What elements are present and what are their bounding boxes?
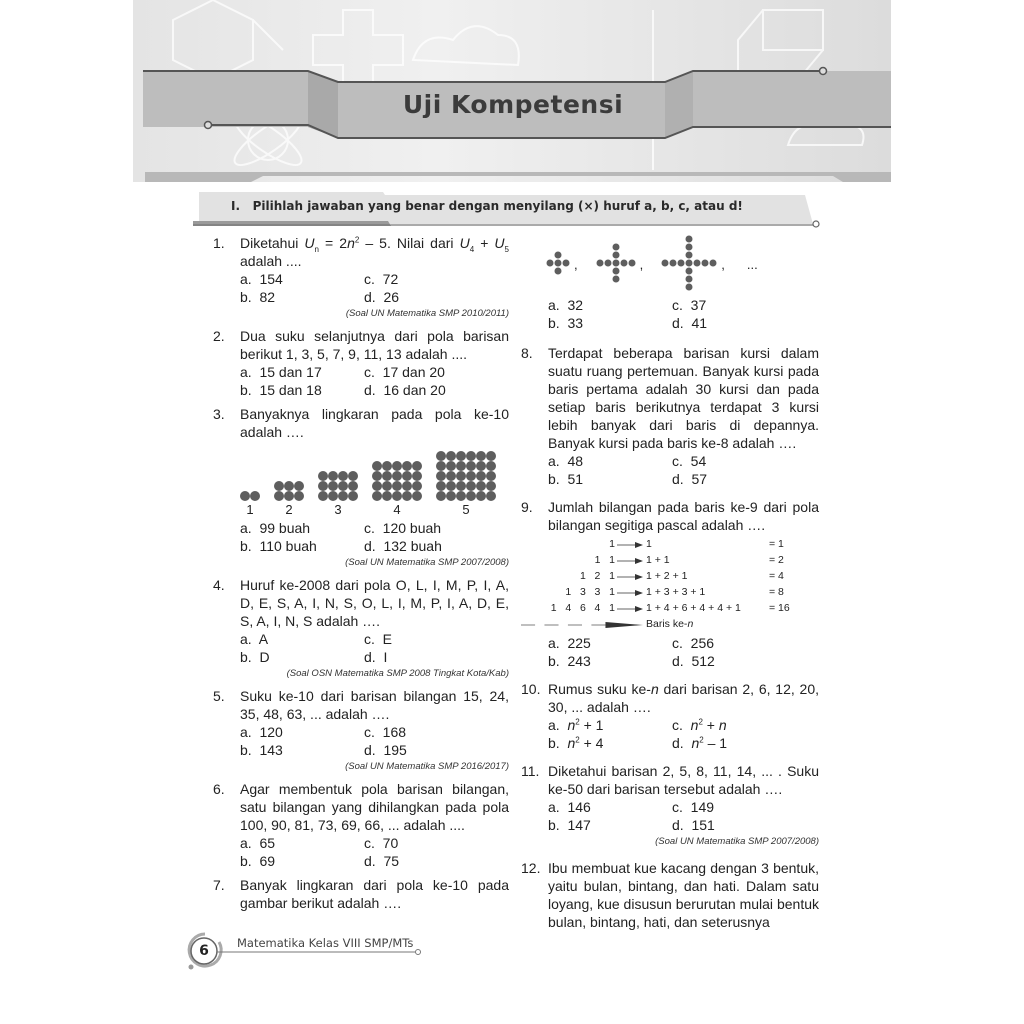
circle-dot [318, 471, 328, 481]
question-text: Diketahui barisan 2, 5, 8, 11, 14, ... . Suku ke-50 dari barisan tersebut adalah …. [548, 763, 819, 797]
pascal-row-sum: = 16 [769, 602, 790, 614]
pascal-row: 1 3 3 1 [565, 586, 615, 598]
option-c[interactable]: c. $n^2 + n$ [672, 717, 727, 733]
option-c[interactable]: c. E [364, 631, 393, 647]
cross-dot [686, 260, 693, 267]
pattern-label: 5 [462, 502, 470, 517]
circle-dot [392, 481, 402, 491]
option-d[interactable]: d. 195 [364, 742, 407, 758]
circle-dot [456, 471, 466, 481]
question-10 [521, 680, 819, 752]
option-c[interactable]: c. 120 buah [364, 520, 442, 536]
circle-dot [274, 491, 284, 501]
circle-dot [392, 471, 402, 481]
question-text: Dua suku selanjutnya dari pola barisan berikut 1, 3, 5, 7, 9, 11, 13 adalah .... [240, 328, 509, 362]
circle-dot [382, 491, 392, 501]
question-number: 6. [213, 781, 225, 797]
cross-dot [612, 260, 619, 267]
option-c[interactable]: c. 256 [672, 635, 715, 651]
question-5 [213, 687, 509, 774]
circle-dot [412, 491, 422, 501]
cross-dot [702, 260, 709, 267]
circle-dot [412, 481, 422, 491]
option-d[interactable]: d. 512 [672, 653, 715, 669]
question-text: Jumlah bilangan pada baris ke-9 dari pola bilangan segitiga pascal adalah …. [548, 499, 819, 533]
circle-dot [338, 481, 348, 491]
arrow-icon [617, 556, 643, 566]
page-title: Uji Kompetensi [402, 90, 624, 119]
cross-dot [612, 268, 619, 275]
circle-pattern-4 [372, 461, 422, 501]
circle-dot [382, 471, 392, 481]
circle-dot [348, 471, 358, 481]
circle-dot [476, 451, 486, 461]
option-c[interactable]: c. 72 [364, 271, 399, 287]
question-text: Banyak lingkaran dari pola ke-10 pada gambar berikut adalah …. [240, 877, 509, 911]
cross-dot [620, 260, 627, 267]
cross-dot [694, 260, 701, 267]
option-b[interactable]: b. 82 [240, 289, 276, 305]
circle-dot [476, 491, 486, 501]
circle-dot [486, 491, 496, 501]
circle-dot [436, 471, 446, 481]
circle-dot [436, 491, 446, 501]
question-9 [521, 498, 819, 670]
circle-dot [274, 481, 284, 491]
circle-pattern-3 [318, 471, 358, 501]
option-a[interactable]: a. $n^2 + 1$ [548, 717, 604, 733]
cross-pattern-3 [661, 234, 717, 296]
option-a[interactable]: a. 120 [240, 724, 283, 740]
question-text: Suku ke-10 dari barisan bilangan 15, 24, 35, 48, 63, ... adalah …. [240, 688, 509, 722]
question-number: 5. [213, 688, 225, 704]
question-3 [213, 405, 509, 570]
cross-dot [686, 276, 693, 283]
pascal-row: 1 1 [594, 554, 615, 566]
circle-dot [284, 491, 294, 501]
cross-dot [686, 268, 693, 275]
circle-dot [446, 481, 456, 491]
textbook-page [133, 0, 891, 1024]
cross-dot [555, 260, 562, 267]
circle-dot [284, 481, 294, 491]
circle-dot [446, 461, 456, 471]
option-d[interactable]: d. 132 buah [364, 538, 442, 554]
option-c[interactable]: c. 70 [364, 835, 399, 851]
arrow-icon [617, 604, 643, 614]
cross-dot [678, 260, 685, 267]
answer-options [548, 716, 819, 752]
question-2 [213, 327, 509, 399]
arrow-icon [617, 540, 643, 550]
option-b[interactable]: b. 51 [548, 471, 584, 487]
cross-dot [686, 236, 693, 243]
cross-pattern-figure [546, 234, 819, 296]
circle-dot [476, 461, 486, 471]
circle-dot [456, 491, 466, 501]
left-column [213, 234, 509, 918]
question-number: 12. [521, 860, 541, 876]
pascal-row-sum: = 8 [769, 586, 784, 598]
question-8 [521, 344, 819, 488]
answer-options [240, 519, 509, 555]
instruction-body: Pilihlah jawaban yang benar dengan menyilang (×) huruf a, b, c, atau d! [252, 199, 743, 213]
circle-dot [392, 491, 402, 501]
circle-dot [328, 481, 338, 491]
option-a[interactable]: a. A [240, 631, 269, 647]
circle-dot [392, 461, 402, 471]
question-number: 2. [213, 328, 225, 344]
cross-dot [686, 284, 693, 291]
question-number: 8. [521, 345, 533, 361]
circle-dot [436, 481, 446, 491]
circle-dot [456, 481, 466, 491]
question-text: Huruf ke-2008 dari pola O, L, I, M, P, I, A, D, E, S, A, I, N, S, O, L, I, M, P, I, A, D, E, S, A, I, N, S adalah …. [240, 577, 509, 629]
footer-ornament [183, 928, 423, 972]
question-text: Rumus suku ke-n dari barisan 2, 6, 12, 20, 30, ... adalah …. [548, 681, 819, 715]
question-number: 3. [213, 406, 225, 422]
pascal-sum-expression: 1 + 3 + 3 + 1 [646, 586, 706, 598]
circle-dot [476, 481, 486, 491]
question-4 [213, 576, 509, 681]
option-a[interactable]: a. 65 [240, 835, 276, 851]
cross-dot [628, 260, 635, 267]
circle-pattern-1 [240, 491, 260, 501]
question-number: 10. [521, 681, 541, 697]
circle-dot [338, 471, 348, 481]
option-b[interactable]: b. 243 [548, 653, 591, 669]
option-c[interactable]: c. 17 dan 20 [364, 364, 445, 380]
question-text: Diketahui $U_n = 2n^2 - 5$. Nilai dari $U_4 + U_5$ adalah .... [240, 235, 509, 269]
option-d[interactable]: d. 151 [672, 817, 715, 833]
option-a[interactable]: a. 154 [240, 271, 283, 287]
circle-dot [486, 461, 496, 471]
circle-pattern-2 [274, 481, 304, 501]
circle-dot [338, 491, 348, 501]
answer-options [548, 798, 819, 834]
pascal-sum-expression: 1 + 1 [646, 554, 670, 566]
answer-options [548, 634, 819, 670]
cross-dot [710, 260, 717, 267]
circle-pattern-figure [240, 447, 509, 501]
option-d[interactable]: d. I [364, 649, 388, 665]
circle-dot [466, 461, 476, 471]
circle-dot [294, 481, 304, 491]
circle-dot [402, 481, 412, 491]
option-b[interactable]: b. 110 buah [240, 538, 317, 554]
cross-pattern-1 [546, 234, 570, 296]
option-d[interactable]: d. 41 [672, 315, 708, 331]
connector-node [820, 68, 827, 75]
pascal-row: 1 2 1 [579, 570, 615, 582]
circle-dot [486, 481, 496, 491]
question-number: 9. [521, 499, 533, 515]
circle-dot [348, 491, 358, 501]
circle-dot [382, 481, 392, 491]
cross-dot [662, 260, 669, 267]
cross-dot [612, 276, 619, 283]
circle-dot [446, 491, 456, 501]
question-text: Ibu membuat kue kacang dengan 3 bentuk, yaitu bulan, bintang, dan hati. Dalam satu loyang, kue disusun berurutan mulai bentuk bulan, bintang, hati, dan seterusnya [548, 860, 819, 930]
question-text: Terdapat beberapa barisan kursi dalam suatu ruang pertemuan. Banyak kursi pada baris pertama adalah 30 kursi dan pada setiap baris berikutnya terdapat 3 kursi lebih banyak dari baris di depannya. Banyak kursi pada baris ke-8 adalah …. [548, 345, 819, 451]
option-d[interactable]: d. 57 [672, 471, 708, 487]
circle-dot [466, 481, 476, 491]
cross-dot [612, 244, 619, 251]
question-text: Agar membentuk pola barisan bilangan, satu bilangan yang dihilangkan pada pola 100, 90, 81, 73, 69, 66, ... adalah .... [240, 781, 509, 833]
option-d[interactable]: d. 16 dan 20 [364, 382, 446, 398]
circle-dot [476, 471, 486, 481]
circle-dot [402, 491, 412, 501]
option-b[interactable]: b. 15 dan 18 [240, 382, 322, 398]
pascal-line [521, 584, 819, 600]
book-title: Matematika Kelas VIII SMP/MTs [237, 936, 414, 950]
question-number: 11. [521, 763, 540, 779]
cross-dot [686, 252, 693, 259]
option-a[interactable]: a. 32 [548, 297, 584, 313]
pascal-row-sum: = 2 [769, 554, 784, 566]
option-d[interactable]: d. 26 [364, 289, 400, 305]
circle-dot [348, 481, 358, 491]
pattern-label: 4 [393, 502, 401, 517]
circle-dot [446, 451, 456, 461]
cross-pattern-2 [596, 234, 636, 296]
arrow-icon [617, 588, 643, 598]
pattern-separator: , [639, 257, 644, 272]
circle-dot [382, 461, 392, 471]
pascal-sum-expression: 1 + 4 + 6 + 4 + 4 + 1 [646, 602, 741, 614]
answer-options [240, 270, 509, 306]
pascal-sum-expression: 1 [646, 538, 652, 550]
question-6 [213, 780, 509, 870]
circle-dot [486, 451, 496, 461]
circle-pattern-5 [436, 451, 496, 501]
option-a[interactable]: a. 99 buah [240, 520, 311, 536]
pascal-row: 1 4 6 4 1 [550, 602, 615, 614]
question-source: (Soal UN Matematika SMP 2007/2008) [655, 836, 819, 847]
option-b[interactable]: b. 69 [240, 853, 276, 869]
pascal-line [521, 552, 819, 568]
answer-options [548, 452, 819, 488]
circle-dot [456, 451, 466, 461]
pascal-line [521, 600, 819, 616]
cross-dot [604, 260, 611, 267]
circle-dot [486, 471, 496, 481]
question-source: (Soal UN Matematika SMP 2007/2008) [345, 557, 509, 568]
circle-dot [436, 451, 446, 461]
circle-dot [372, 481, 382, 491]
circle-dot [446, 471, 456, 481]
option-a[interactable]: a. 146 [548, 799, 591, 815]
option-b[interactable]: b. D [240, 649, 270, 665]
question-number: 1. [213, 235, 225, 251]
pascal-footer-line [521, 616, 819, 632]
pattern-labels [240, 501, 509, 519]
question-text: Banyaknya lingkaran pada pola ke-10 adalah …. [240, 406, 509, 440]
question-source: (Soal OSN Matematika SMP 2008 Tingkat Kota/Kab) [286, 668, 509, 679]
circle-dot [328, 491, 338, 501]
pattern-separator: , [574, 257, 578, 272]
cross-dot [612, 252, 619, 259]
dashed-arrow-icon [521, 620, 643, 630]
option-d[interactable]: d. $n^2 - 1$ [672, 735, 728, 751]
circle-dot [466, 471, 476, 481]
pascal-row-sum: = 1 [769, 538, 784, 550]
circle-dot [318, 481, 328, 491]
question-1 [213, 234, 509, 321]
answer-options [240, 363, 509, 399]
question-7 [213, 876, 509, 912]
circle-dot [372, 491, 382, 501]
pascal-line [521, 536, 819, 552]
option-a[interactable]: a. 225 [548, 635, 591, 651]
pattern-ellipsis: ... [746, 257, 758, 272]
arrow-icon [617, 572, 643, 582]
circle-dot [402, 471, 412, 481]
answer-options [548, 296, 819, 332]
circle-dot [250, 491, 260, 501]
pattern-label: 2 [285, 502, 293, 517]
pattern-separator: , [721, 257, 725, 272]
option-c[interactable]: c. 149 [672, 799, 715, 815]
option-b[interactable]: b. 147 [548, 817, 591, 833]
pattern-label: 1 [246, 502, 254, 517]
circle-dot [412, 461, 422, 471]
question-11 [521, 762, 819, 849]
circle-dot [412, 471, 422, 481]
pascal-sum-expression: 1 + 2 + 1 [646, 570, 688, 582]
cross-dot [596, 260, 603, 267]
pascal-row: 1 [609, 538, 615, 550]
pascal-line [521, 568, 819, 584]
circle-dot [466, 491, 476, 501]
option-b[interactable]: b. 33 [548, 315, 584, 331]
cross-dot [555, 252, 562, 259]
option-c[interactable]: c. 54 [672, 453, 707, 469]
pascal-footer-label: Baris ke-n [646, 618, 694, 630]
right-column [521, 234, 819, 937]
instruction-number: I. [231, 199, 241, 213]
circle-dot [372, 461, 382, 471]
option-a[interactable]: a. 48 [548, 453, 584, 469]
question-number: 4. [213, 577, 225, 593]
question-12 [521, 859, 819, 931]
circle-dot [466, 451, 476, 461]
question-source: (Soal UN Matematika SMP 2016/2017) [345, 761, 509, 772]
cross-dot [670, 260, 677, 267]
question-7-continued [521, 234, 819, 332]
question-source: (Soal UN Matematika SMP 2010/2011) [345, 308, 509, 319]
option-b[interactable]: b. $n^2 + 4$ [548, 735, 604, 751]
pascal-triangle-figure [521, 536, 819, 632]
option-b[interactable]: b. 143 [240, 742, 283, 758]
answer-options [240, 723, 509, 759]
cross-dot [563, 260, 570, 267]
option-d[interactable]: d. 75 [364, 853, 400, 869]
circle-dot [456, 461, 466, 471]
circle-dot [318, 491, 328, 501]
cross-dot [686, 244, 693, 251]
circle-dot [294, 491, 304, 501]
pascal-row-sum: = 4 [769, 570, 784, 582]
instruction-text [231, 199, 743, 213]
cross-dot [555, 268, 562, 275]
option-c[interactable]: c. 168 [364, 724, 407, 740]
option-a[interactable]: a. 15 dan 17 [240, 364, 322, 380]
circle-dot [436, 461, 446, 471]
chapter-header [133, 0, 891, 182]
page-number: 6 [199, 943, 209, 959]
circle-dot [328, 471, 338, 481]
option-c[interactable]: c. 37 [672, 297, 707, 313]
question-number: 7. [213, 877, 225, 893]
circle-dot [372, 471, 382, 481]
circle-dot [240, 491, 250, 501]
connector-node [205, 122, 212, 129]
cross-dot [547, 260, 554, 267]
answer-options [240, 630, 509, 666]
circle-dot [402, 461, 412, 471]
pattern-label: 3 [334, 502, 342, 517]
answer-options [240, 834, 509, 870]
